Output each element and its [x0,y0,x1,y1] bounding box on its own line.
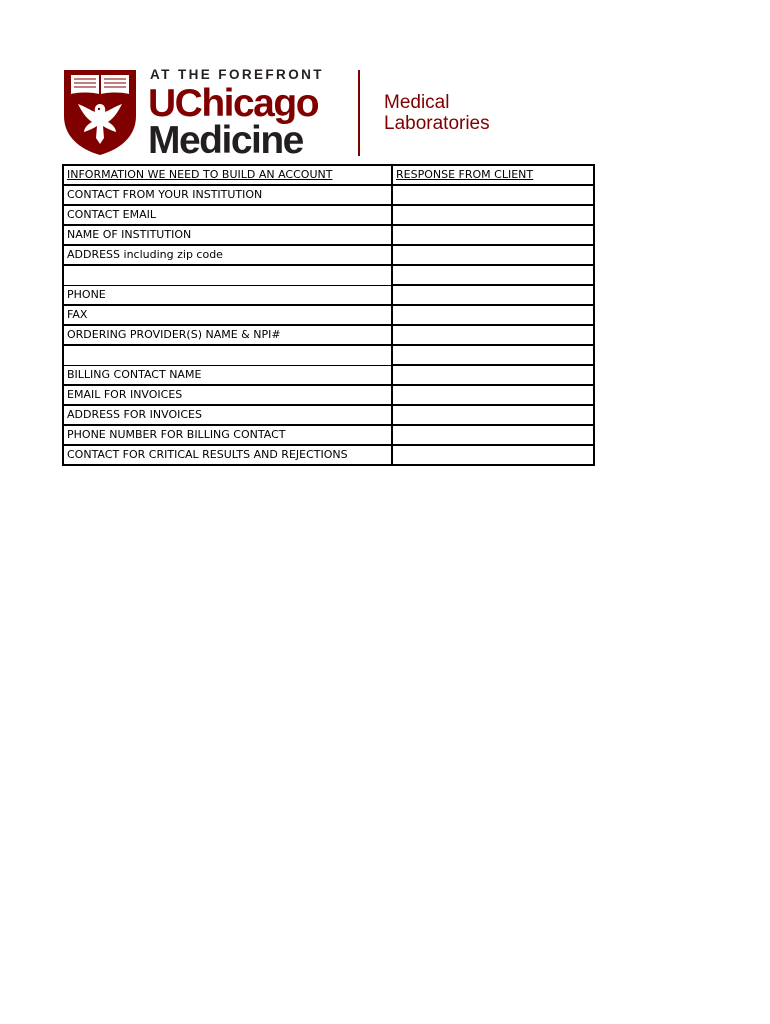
response-cell[interactable] [392,265,594,285]
tagline: AT THE FOREFRONT [150,67,324,82]
response-cell[interactable] [392,425,594,445]
table-row [63,245,594,265]
response-cell[interactable] [392,325,594,345]
logo-divider [358,70,360,156]
response-cell[interactable] [392,385,594,405]
row-label: ADDRESS FOR INVOICES [63,405,392,425]
row-label: ADDRESS including zip code [63,245,392,265]
row-label: CONTACT EMAIL [63,205,392,225]
table-row [63,365,594,385]
response-cell[interactable] [392,285,594,305]
response-cell[interactable] [392,345,594,365]
row-label: PHONE NUMBER FOR BILLING CONTACT [63,425,392,445]
response-cell[interactable] [392,445,594,465]
table-row-blank [63,345,594,365]
row-label: BILLING CONTACT NAME [63,365,392,385]
row-label: NAME OF INSTITUTION [63,225,392,245]
row-label: EMAIL FOR INVOICES [63,385,392,405]
table-row [63,305,594,325]
table-row [63,285,594,305]
table-row [63,185,594,205]
table-row [63,425,594,445]
table-row [63,205,594,225]
table-row [63,385,594,405]
response-cell[interactable] [392,365,594,385]
response-cell[interactable] [392,245,594,265]
wordmark-uchicago: UChicago [148,82,319,125]
row-label [63,265,392,285]
row-label: FAX [63,305,392,325]
table-row-blank [63,265,594,285]
table-row [63,445,594,465]
row-label: CONTACT FROM YOUR INSTITUTION [63,185,392,205]
table-row [63,225,594,245]
row-label: ORDERING PROVIDER(S) NAME & NPI# [63,325,392,345]
response-cell[interactable] [392,225,594,245]
division-name-line2: Laboratories [384,113,490,134]
question-column-header: INFORMATION WE NEED TO BUILD AN ACCOUNT [63,165,392,185]
response-column-header: RESPONSE FROM CLIENT [392,165,594,185]
logo-header [62,66,522,162]
division-name-line1: Medical [384,92,450,113]
row-label: CONTACT FOR CRITICAL RESULTS AND REJECTIONS [63,445,392,465]
account-info-table [62,164,595,466]
row-label [63,345,392,365]
response-cell[interactable] [392,405,594,425]
table-row [63,405,594,425]
response-cell[interactable] [392,205,594,225]
row-label: PHONE [63,285,392,305]
table-row [63,325,594,345]
response-cell[interactable] [392,305,594,325]
table-header-row [63,165,594,185]
response-cell[interactable] [392,185,594,205]
phoenix-shield-icon [62,68,138,156]
wordmark-medicine: Medicine [148,119,303,162]
